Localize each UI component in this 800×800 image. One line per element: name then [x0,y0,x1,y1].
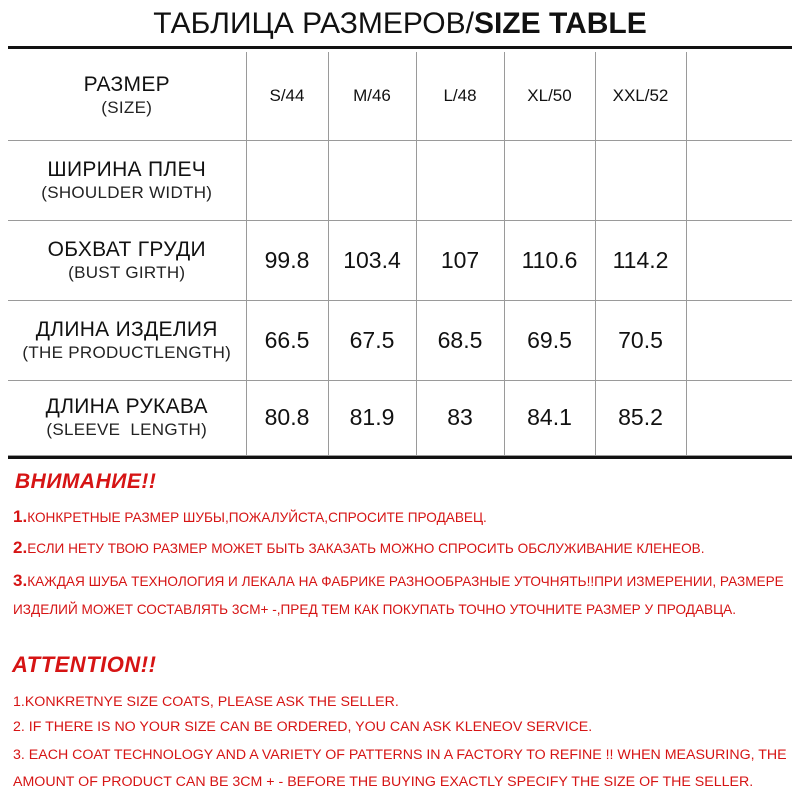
value-cell [328,140,416,220]
value-cell [246,140,328,220]
size-cell: XXL/52 [595,52,686,140]
value-cell: 83 [416,380,504,455]
row-label-ru: ШИРИНА ПЛЕЧ [47,157,207,181]
size-table [8,52,792,456]
table-row [8,380,792,455]
value-cell [686,220,792,300]
value-cell [416,140,504,220]
value-cell: 85.2 [595,380,686,455]
value-cell: 84.1 [504,380,595,455]
item-text: КАЖДАЯ ШУБА ТЕХНОЛОГИЯ И ЛЕКАЛА НА ФАБРИКЕ РАЗНООБРАЗНЫЕ УТОЧНЯТЬ!!ПРИ ИЗМЕРЕНИИ, РАЗМЕРЕ ИЗДЕЛИЙ МОЖЕТ СОСТАВЛЯТЬ 3CM+ -,ПРЕД ТЕМ КАК ПОКУПАТЬ ТОЧНО УТОЧНИТЕ РАЗМЕР У ПРОДАВЦА. [13,574,784,617]
size-cell [686,52,792,140]
value-cell [504,140,595,220]
title-en: SIZE TABLE [473,7,647,40]
value-cell: 110.6 [504,220,595,300]
row-label-sleeve [8,380,246,455]
row-label-en: (SIZE) [101,98,153,118]
value-cell [686,300,792,380]
notice-heading-en: ATTENTION!! [12,652,157,677]
table-row-header [8,52,792,140]
row-label-ru: РАЗМЕР [83,73,170,97]
title-separator: / [465,7,474,40]
value-cell: 68.5 [416,300,504,380]
value-cell: 67.5 [328,300,416,380]
row-label-size [8,52,246,140]
notice-ru-item [13,504,793,531]
notice-en-item: 2. IF THERE IS NO YOUR SIZE CAN BE ORDERED, YOU CAN ASK KLENEOV SERVICE. [13,719,593,735]
value-cell: 66.5 [246,300,328,380]
row-label-en: (SLEEVE LENGTH) [46,420,208,439]
row-label-en: (THE PRODUCTLENGTH) [22,342,232,362]
row-label-en: (SHOULDER WIDTH) [41,182,213,202]
top-divider [8,46,792,49]
notice-ru-item [13,535,793,562]
value-cell [686,380,792,455]
item-number: 3. [13,571,28,590]
value-cell [595,140,686,220]
size-cell: XL/50 [504,52,595,140]
item-text: КОНКРЕТНЫЕ РАЗМЕР ШУБЫ,ПОЖАЛУЙСТА,СПРОСИТЕ ПРОДАВЕЦ. [27,510,487,525]
row-label-ru: ДЛИНА ИЗДЕЛИЯ [35,317,218,341]
row-label-ru: ОБХВАТ ГРУДИ [47,237,206,261]
bottom-divider [8,456,792,459]
value-cell: 107 [416,220,504,300]
table-row [8,220,792,300]
value-cell: 103.4 [328,220,416,300]
value-cell: 114.2 [595,220,686,300]
size-cell: M/46 [328,52,416,140]
row-label-bust [8,220,246,300]
row-label-ru: ДЛИНА РУКАВА [45,395,208,418]
value-cell: 99.8 [246,220,328,300]
row-label-en: (BUST GIRTH) [68,262,186,282]
table-row [8,300,792,380]
item-number: 1. [13,507,28,526]
value-cell [686,140,792,220]
row-label-shoulder [8,140,246,220]
notice-en-item: 3. EACH COAT TECHNOLOGY AND A VARIETY OF PATTERNS IN A FACTORY TO REFINE !! WHEN MEASURING, THE AMOUNT OF PRODUCT CAN BE 3CM + - BEFORE THE BUYING EXACTLY SPECIFY THE SIZE OF THE SELLER. [13,747,787,790]
title-ru: ТАБЛИЦА РАЗМЕРОВ [153,7,466,40]
notice-en-item: 1.KONKRETNYE SIZE COATS, PLEASE ASK THE SELLER. [13,694,399,710]
row-label-length [8,300,246,380]
size-cell: S/44 [246,52,328,140]
value-cell: 80.8 [246,380,328,455]
page-title [0,6,800,42]
notice-ru-item [13,567,785,624]
item-text: ЕСЛИ НЕТУ ТВОЮ РАЗМЕР МОЖЕТ БЫТЬ ЗАКАЗАТЬ МОЖНО СПРОСИТЬ ОБСЛУЖИВАНИЕ КЛЕНЕОВ. [27,541,705,556]
item-number: 2. [13,538,28,557]
value-cell: 69.5 [504,300,595,380]
value-cell: 81.9 [328,380,416,455]
table-row [8,140,792,220]
value-cell: 70.5 [595,300,686,380]
notice-heading-ru: ВНИМАНИЕ!! [15,470,157,493]
size-cell: L/48 [416,52,504,140]
